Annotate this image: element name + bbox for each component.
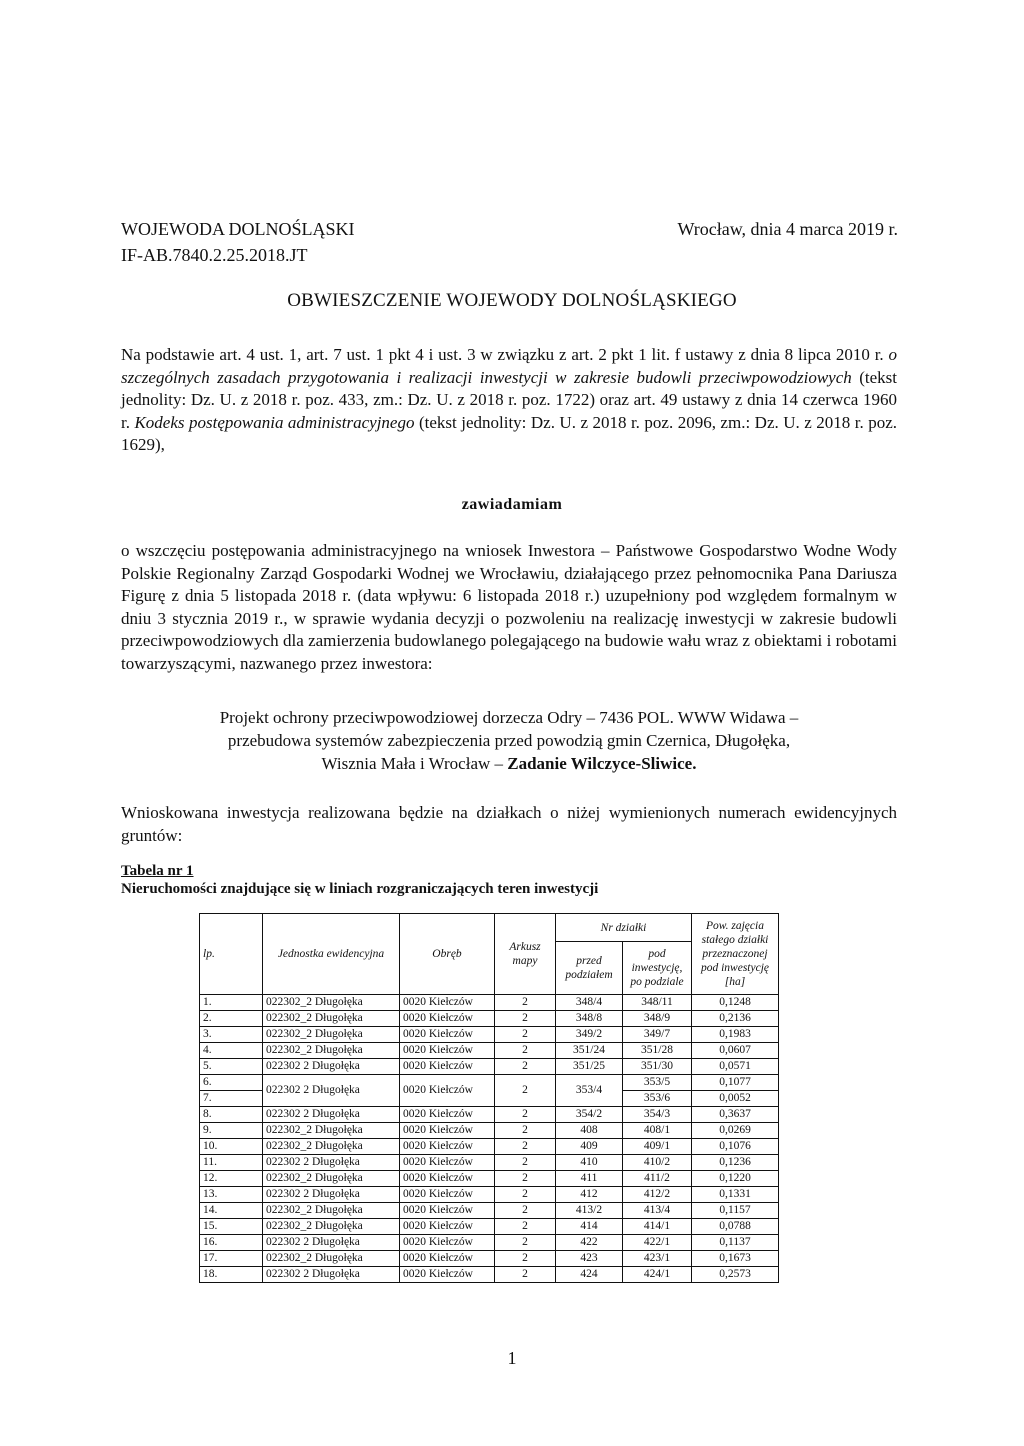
cell-area: 0,2136: [692, 1011, 779, 1027]
cell-precinct: 0020 Kiełczów: [400, 1235, 495, 1251]
cell-unit: 022302_2 Długołęka: [263, 1203, 400, 1219]
cell-plot-after: 414/1: [623, 1219, 692, 1235]
cell-precinct: 0020 Kiełczów: [400, 1155, 495, 1171]
cell-lp: 9.: [200, 1123, 263, 1139]
table-row: [200, 1011, 779, 1027]
legal-basis-part-5: (tekst jednolity: Dz. U. z 2018 r. poz. 2096, zm.: Dz. U. z 2018 r. poz. 1629),: [121, 412, 898, 455]
cell-unit: 022302 2 Długołęka: [263, 1155, 400, 1171]
cell-plot-before: 413/2: [556, 1203, 623, 1219]
project-name: [121, 706, 897, 775]
cell-lp: 5.: [200, 1059, 263, 1075]
cell-lp: 12.: [200, 1171, 263, 1187]
cell-unit: 022302_2 Długołęka: [263, 1123, 400, 1139]
table-row: [200, 1107, 779, 1123]
cell-area: 0,1983: [692, 1027, 779, 1043]
cell-sheet: 2: [495, 1235, 556, 1251]
cell-plot-before: 424: [556, 1267, 623, 1283]
table-row: [200, 1027, 779, 1043]
cell-area: 0,1220: [692, 1171, 779, 1187]
legal-basis-part-1: Na podstawie art. 4 ust. 1, art. 7 ust. 1 pkt 4 i ust. 3 w związku z art. 2 pkt 1 lit. f ustawy z dnia 8 lipca 2010 r.: [121, 345, 889, 364]
cell-precinct: 0020 Kiełczów: [400, 1219, 495, 1235]
cell-sheet: 2: [495, 1187, 556, 1203]
cell-plot-after: 409/1: [623, 1139, 692, 1155]
cell-plot-after: 351/30: [623, 1059, 692, 1075]
cell-lp: 10.: [200, 1139, 263, 1155]
cell-lp: 3.: [200, 1027, 263, 1043]
header-after: pod inwestycję, po podziale: [623, 942, 692, 995]
cell-unit: 022302_2 Długołęka: [263, 1043, 400, 1059]
cell-unit: 022302_2 Długołęka: [263, 1251, 400, 1267]
project-line-3-plain: Wisznia Mała i Wrocław –: [321, 754, 508, 773]
cell-plot-before: 353/4: [556, 1075, 623, 1107]
cell-sheet: 2: [495, 1011, 556, 1027]
issuing-authority: WOJEWODA DOLNOŚLĄSKI: [121, 219, 355, 239]
cell-area: 0,1673: [692, 1251, 779, 1267]
cell-area: 0,0052: [692, 1091, 779, 1107]
cell-area: 0,0269: [692, 1123, 779, 1139]
cell-precinct: 0020 Kiełczów: [400, 1075, 495, 1107]
cell-area: 0,1076: [692, 1139, 779, 1155]
table-row: [200, 995, 779, 1011]
cell-precinct: 0020 Kiełczów: [400, 1171, 495, 1187]
project-line-3: [121, 752, 897, 775]
cell-unit: 022302 2 Długołęka: [263, 1267, 400, 1283]
cell-sheet: 2: [495, 1155, 556, 1171]
cell-plot-before: 412: [556, 1187, 623, 1203]
cell-area: 0,0607: [692, 1043, 779, 1059]
table-row: [200, 1043, 779, 1059]
cell-lp: 17.: [200, 1251, 263, 1267]
cell-plot-after: 353/6: [623, 1091, 692, 1107]
cell-plot-after: 348/9: [623, 1011, 692, 1027]
cell-sheet: 2: [495, 1075, 556, 1107]
cell-sheet: 2: [495, 995, 556, 1011]
table-caption: Nieruchomości znajdujące się w liniach rozgraniczających teren inwestycji: [121, 881, 599, 897]
cell-precinct: 0020 Kiełczów: [400, 1011, 495, 1027]
table-row: [200, 1219, 779, 1235]
cell-sheet: 2: [495, 1219, 556, 1235]
table-row: [200, 1155, 779, 1171]
cell-lp: 13.: [200, 1187, 263, 1203]
cell-sheet: 2: [495, 1123, 556, 1139]
cell-area: 0,1331: [692, 1187, 779, 1203]
cell-area: 0,3637: [692, 1107, 779, 1123]
cell-lp: 2.: [200, 1011, 263, 1027]
cell-lp: 11.: [200, 1155, 263, 1171]
cell-precinct: 0020 Kiełczów: [400, 1123, 495, 1139]
document-title: OBWIESZCZENIE WOJEWODY DOLNOŚLĄSKIEGO: [287, 290, 737, 311]
cell-lp: 1.: [200, 995, 263, 1011]
cell-sheet: 2: [495, 1139, 556, 1155]
cell-precinct: 0020 Kiełczów: [400, 995, 495, 1011]
cell-plot-after: 351/28: [623, 1043, 692, 1059]
cell-sheet: 2: [495, 1267, 556, 1283]
cell-plot-before: 422: [556, 1235, 623, 1251]
header-lp: lp.: [200, 914, 263, 995]
cell-plot-after: 422/1: [623, 1235, 692, 1251]
cell-sheet: 2: [495, 1107, 556, 1123]
table-row: [200, 1171, 779, 1187]
cell-precinct: 0020 Kiełczów: [400, 1059, 495, 1075]
cell-plot-before: 408: [556, 1123, 623, 1139]
table-body: [200, 995, 779, 1283]
cell-precinct: 0020 Kiełczów: [400, 1043, 495, 1059]
case-number: IF-AB.7840.2.25.2018.JT: [121, 245, 308, 265]
cell-plot-before: 351/24: [556, 1043, 623, 1059]
project-task-name: Zadanie Wilczyce-Sliwice.: [507, 754, 697, 773]
cell-plot-after: 410/2: [623, 1155, 692, 1171]
cell-plot-before: 349/2: [556, 1027, 623, 1043]
cell-lp: 16.: [200, 1235, 263, 1251]
cell-unit: 022302_2 Długołęka: [263, 1027, 400, 1043]
cell-sheet: 2: [495, 1027, 556, 1043]
header-sheet: Arkusz mapy: [495, 914, 556, 995]
table-header-row: [200, 914, 779, 942]
header-precinct: Obręb: [400, 914, 495, 995]
cell-unit: 022302 2 Długołęka: [263, 1235, 400, 1251]
table-row: [200, 1059, 779, 1075]
table-row: [200, 1075, 779, 1091]
cell-lp: 15.: [200, 1219, 263, 1235]
cell-plot-after: 412/2: [623, 1187, 692, 1203]
cell-sheet: 2: [495, 1059, 556, 1075]
cell-area: 0,1077: [692, 1075, 779, 1091]
cell-unit: 022302_2 Długołęka: [263, 1011, 400, 1027]
act-title-administrative-code: Kodeks postępowania administracyjnego: [134, 412, 415, 432]
cell-lp: 4.: [200, 1043, 263, 1059]
cell-sheet: 2: [495, 1251, 556, 1267]
cell-plot-after: 354/3: [623, 1107, 692, 1123]
cell-precinct: 0020 Kiełczów: [400, 1139, 495, 1155]
cell-plot-before: 423: [556, 1251, 623, 1267]
cell-sheet: 2: [495, 1203, 556, 1219]
cell-plot-before: 411: [556, 1171, 623, 1187]
cell-unit: 022302 2 Długołęka: [263, 1059, 400, 1075]
cell-lp: 6.: [200, 1075, 263, 1091]
cell-lp: 18.: [200, 1267, 263, 1283]
cell-plot-after: 411/2: [623, 1171, 692, 1187]
cell-precinct: 0020 Kiełczów: [400, 1203, 495, 1219]
cell-lp: 14.: [200, 1203, 263, 1219]
cell-precinct: 0020 Kiełczów: [400, 1187, 495, 1203]
cell-lp: 7.: [200, 1091, 263, 1107]
cell-precinct: 0020 Kiełczów: [400, 1107, 495, 1123]
act-title-flood-defences: o szczególnych zasadach przygotowania i realizacji inwestycji w zakresie budowli przeciwpowodziowych: [121, 345, 897, 387]
cell-area: 0,1236: [692, 1155, 779, 1171]
cell-plot-before: 414: [556, 1219, 623, 1235]
page-number: 1: [507, 1348, 517, 1368]
table-row: [200, 1187, 779, 1203]
cell-unit: 022302_2 Długołęka: [263, 1139, 400, 1155]
cell-unit: 022302 2 Długołęka: [263, 1075, 400, 1107]
cell-plot-after: 348/11: [623, 995, 692, 1011]
cell-plot-before: 409: [556, 1139, 623, 1155]
cell-area: 0,2573: [692, 1267, 779, 1283]
place-and-date: Wrocław, dnia 4 marca 2019 r.: [677, 219, 898, 239]
cell-unit: 022302 2 Długołęka: [263, 1187, 400, 1203]
header-area: Pow. zajęcia stałego działki przeznaczonej pod inwestycję [ha]: [692, 914, 779, 995]
plots-table: [199, 913, 779, 1283]
cell-plot-after: 353/5: [623, 1075, 692, 1091]
closing-paragraph: Wnioskowana inwestycja realizowana będzie na działkach o niżej wymienionych numerach ewidencyjnych gruntów:: [121, 803, 897, 845]
header-unit: Jednostka ewidencyjna: [263, 914, 400, 995]
cell-precinct: 0020 Kiełczów: [400, 1251, 495, 1267]
cell-precinct: 0020 Kiełczów: [400, 1027, 495, 1043]
header-plot-group: Nr działki: [556, 914, 692, 942]
cell-unit: 022302_2 Długołęka: [263, 1171, 400, 1187]
table-row: [200, 1139, 779, 1155]
cell-plot-before: 354/2: [556, 1107, 623, 1123]
cell-area: 0,0788: [692, 1219, 779, 1235]
cell-plot-after: 424/1: [623, 1267, 692, 1283]
cell-sheet: 2: [495, 1043, 556, 1059]
cell-plot-before: 348/8: [556, 1011, 623, 1027]
announcement-verb: zawiadamiam: [461, 496, 563, 513]
table-row: [200, 1267, 779, 1283]
cell-unit: 022302_2 Długołęka: [263, 995, 400, 1011]
table-row: [200, 1123, 779, 1139]
legal-basis-paragraph: [121, 344, 897, 457]
table-row: [200, 1235, 779, 1251]
cell-plot-before: 351/25: [556, 1059, 623, 1075]
header-before: przed podziałem: [556, 942, 623, 995]
cell-plot-before: 410: [556, 1155, 623, 1171]
legal-basis-part-3: (tekst jednolity: Dz. U. z 2018 r. poz. 433, zm.: Dz. U. z 2018 r. poz. 1722) oraz art. 49 ustawy z dnia 14 czerwca 1960 r.: [121, 367, 897, 432]
cell-unit: 022302_2 Długołęka: [263, 1219, 400, 1235]
cell-lp: 8.: [200, 1107, 263, 1123]
cell-area: 0,1248: [692, 995, 779, 1011]
cell-area: 0,1137: [692, 1235, 779, 1251]
project-line-2: przebudowa systemów zabezpieczenia przed powodzią gmin Czernica, Długołęka,: [227, 731, 791, 750]
cell-plot-after: 349/7: [623, 1027, 692, 1043]
cell-precinct: 0020 Kiełczów: [400, 1267, 495, 1283]
table-row: [200, 1203, 779, 1219]
project-line-1: Projekt ochrony przeciwpowodziowej dorzecza Odry – 7436 POL. WWW Widawa –: [219, 708, 799, 727]
cell-area: 0,1157: [692, 1203, 779, 1219]
cell-unit: 022302 2 Długołęka: [263, 1107, 400, 1123]
cell-plot-after: 423/1: [623, 1251, 692, 1267]
table-row: [200, 1251, 779, 1267]
cell-sheet: 2: [495, 1171, 556, 1187]
cell-plot-after: 408/1: [623, 1123, 692, 1139]
table-number: Tabela nr 1: [121, 863, 194, 879]
cell-area: 0,0571: [692, 1059, 779, 1075]
main-paragraph: o wszczęciu postępowania administracyjnego na wniosek Inwestora – Państwowe Gospodarstwo Wodne Wody Polskie Regionalny Zarząd Gospodarki Wodnej we Wrocławiu, działającego przez pełnomocnika Pana Dariusza Figurę z dnia 5 listopada 2018 r. (data wpływu: 6 listopada 2018 r.) uzupełniony pod względem formalnym w dniu 3 stycznia 2019 r., w sprawie wydania decyzji o pozwoleniu na realizację inwestycji w zakresie budowli przeciwpowodziowych dla zamierzenia budowlanego polegającego na budowie wału wraz z obiektami i robotami towarzyszącymi, nazwanego przez inwestora:: [121, 541, 897, 673]
cell-plot-after: 413/4: [623, 1203, 692, 1219]
cell-plot-before: 348/4: [556, 995, 623, 1011]
